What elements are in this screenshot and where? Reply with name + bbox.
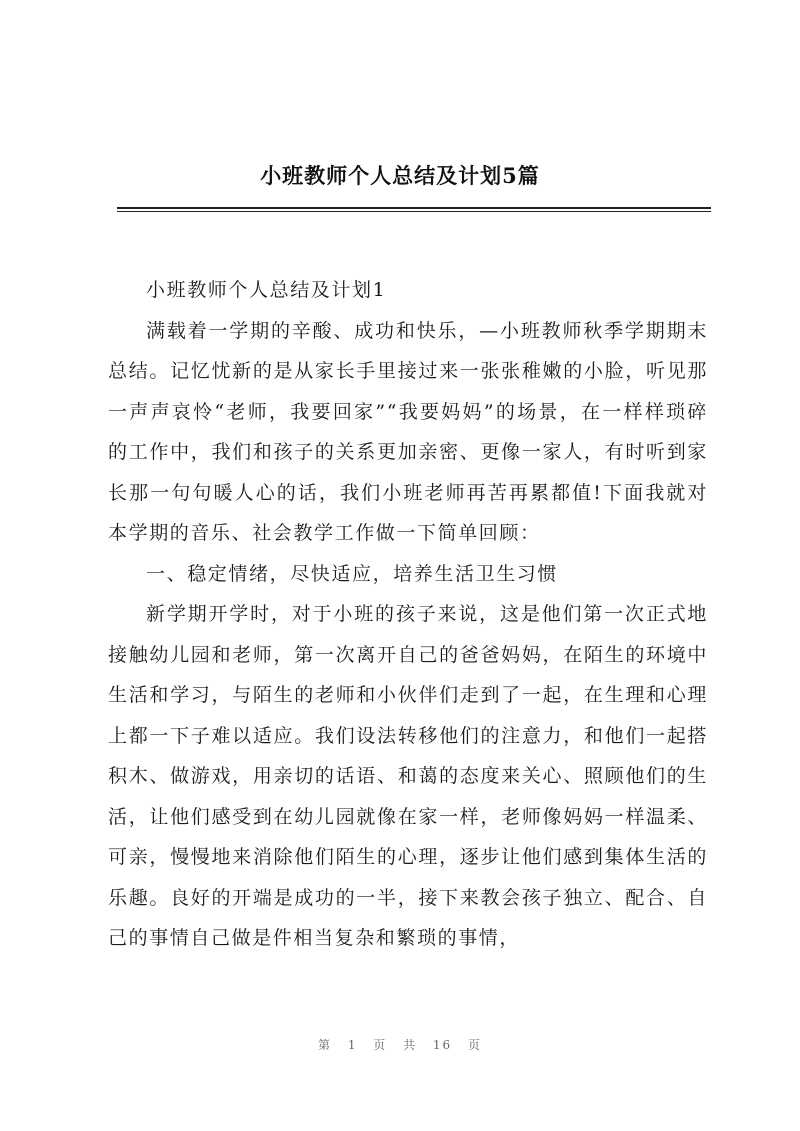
document-title: 小班教师个人总结及计划5篇 (260, 163, 540, 188)
paragraph-intro: 满载着一学期的辛酸、成功和快乐，—小班教师秋季学期期末总结。记忆忧新的是从家长手里接过来一张张稚嫩的小脸，听见那一声声哀怜“老师，我要回家”“我要妈妈”的场景，在一样样琐碎的工作中，我们和孩子的关系更加亲密、更像一家人，有时听到家长那一句句暖人心的话，我们小班老师再苦再累都值!下面我就对本学期的音乐、社会教学工作做一下简单回顾： (108, 319, 708, 544)
paragraph-new-semester: 新学期开学时，对于小班的孩子来说，这是他们第一次正式地接触幼儿园和老师，第一次离开自己的爸爸妈妈，在陌生的环境中生活和学习，与陌生的老师和小伙伴们走到了一起，在生理和心理上都一下子难以适应。我们设法转移他们的注意力，和他们一起搭积木、做游戏，用亲切的话语、和蔼的态度来关心、照顾他们的生活，让他们感受到在幼儿园就像在家一样，老师像妈妈一样温柔、可亲，慢慢地来消除他们陌生的心理，逐步让他们感到集体生活的乐趣。良好的开端是成功的一半，接下来教会孩子独立、配合、自己的事情自己做是件相当复杂和繁琐的事情， (108, 603, 708, 949)
title-underline (117, 207, 711, 209)
subheading-stabilize-emotions: 一、稳定情绪，尽快适应，培养生活卫生习惯 (146, 562, 559, 585)
document-body (108, 270, 708, 959)
section-title: 小班教师个人总结及计划1 (146, 279, 387, 301)
page-footer: 第 1 页 共 16 页 (318, 1038, 482, 1052)
